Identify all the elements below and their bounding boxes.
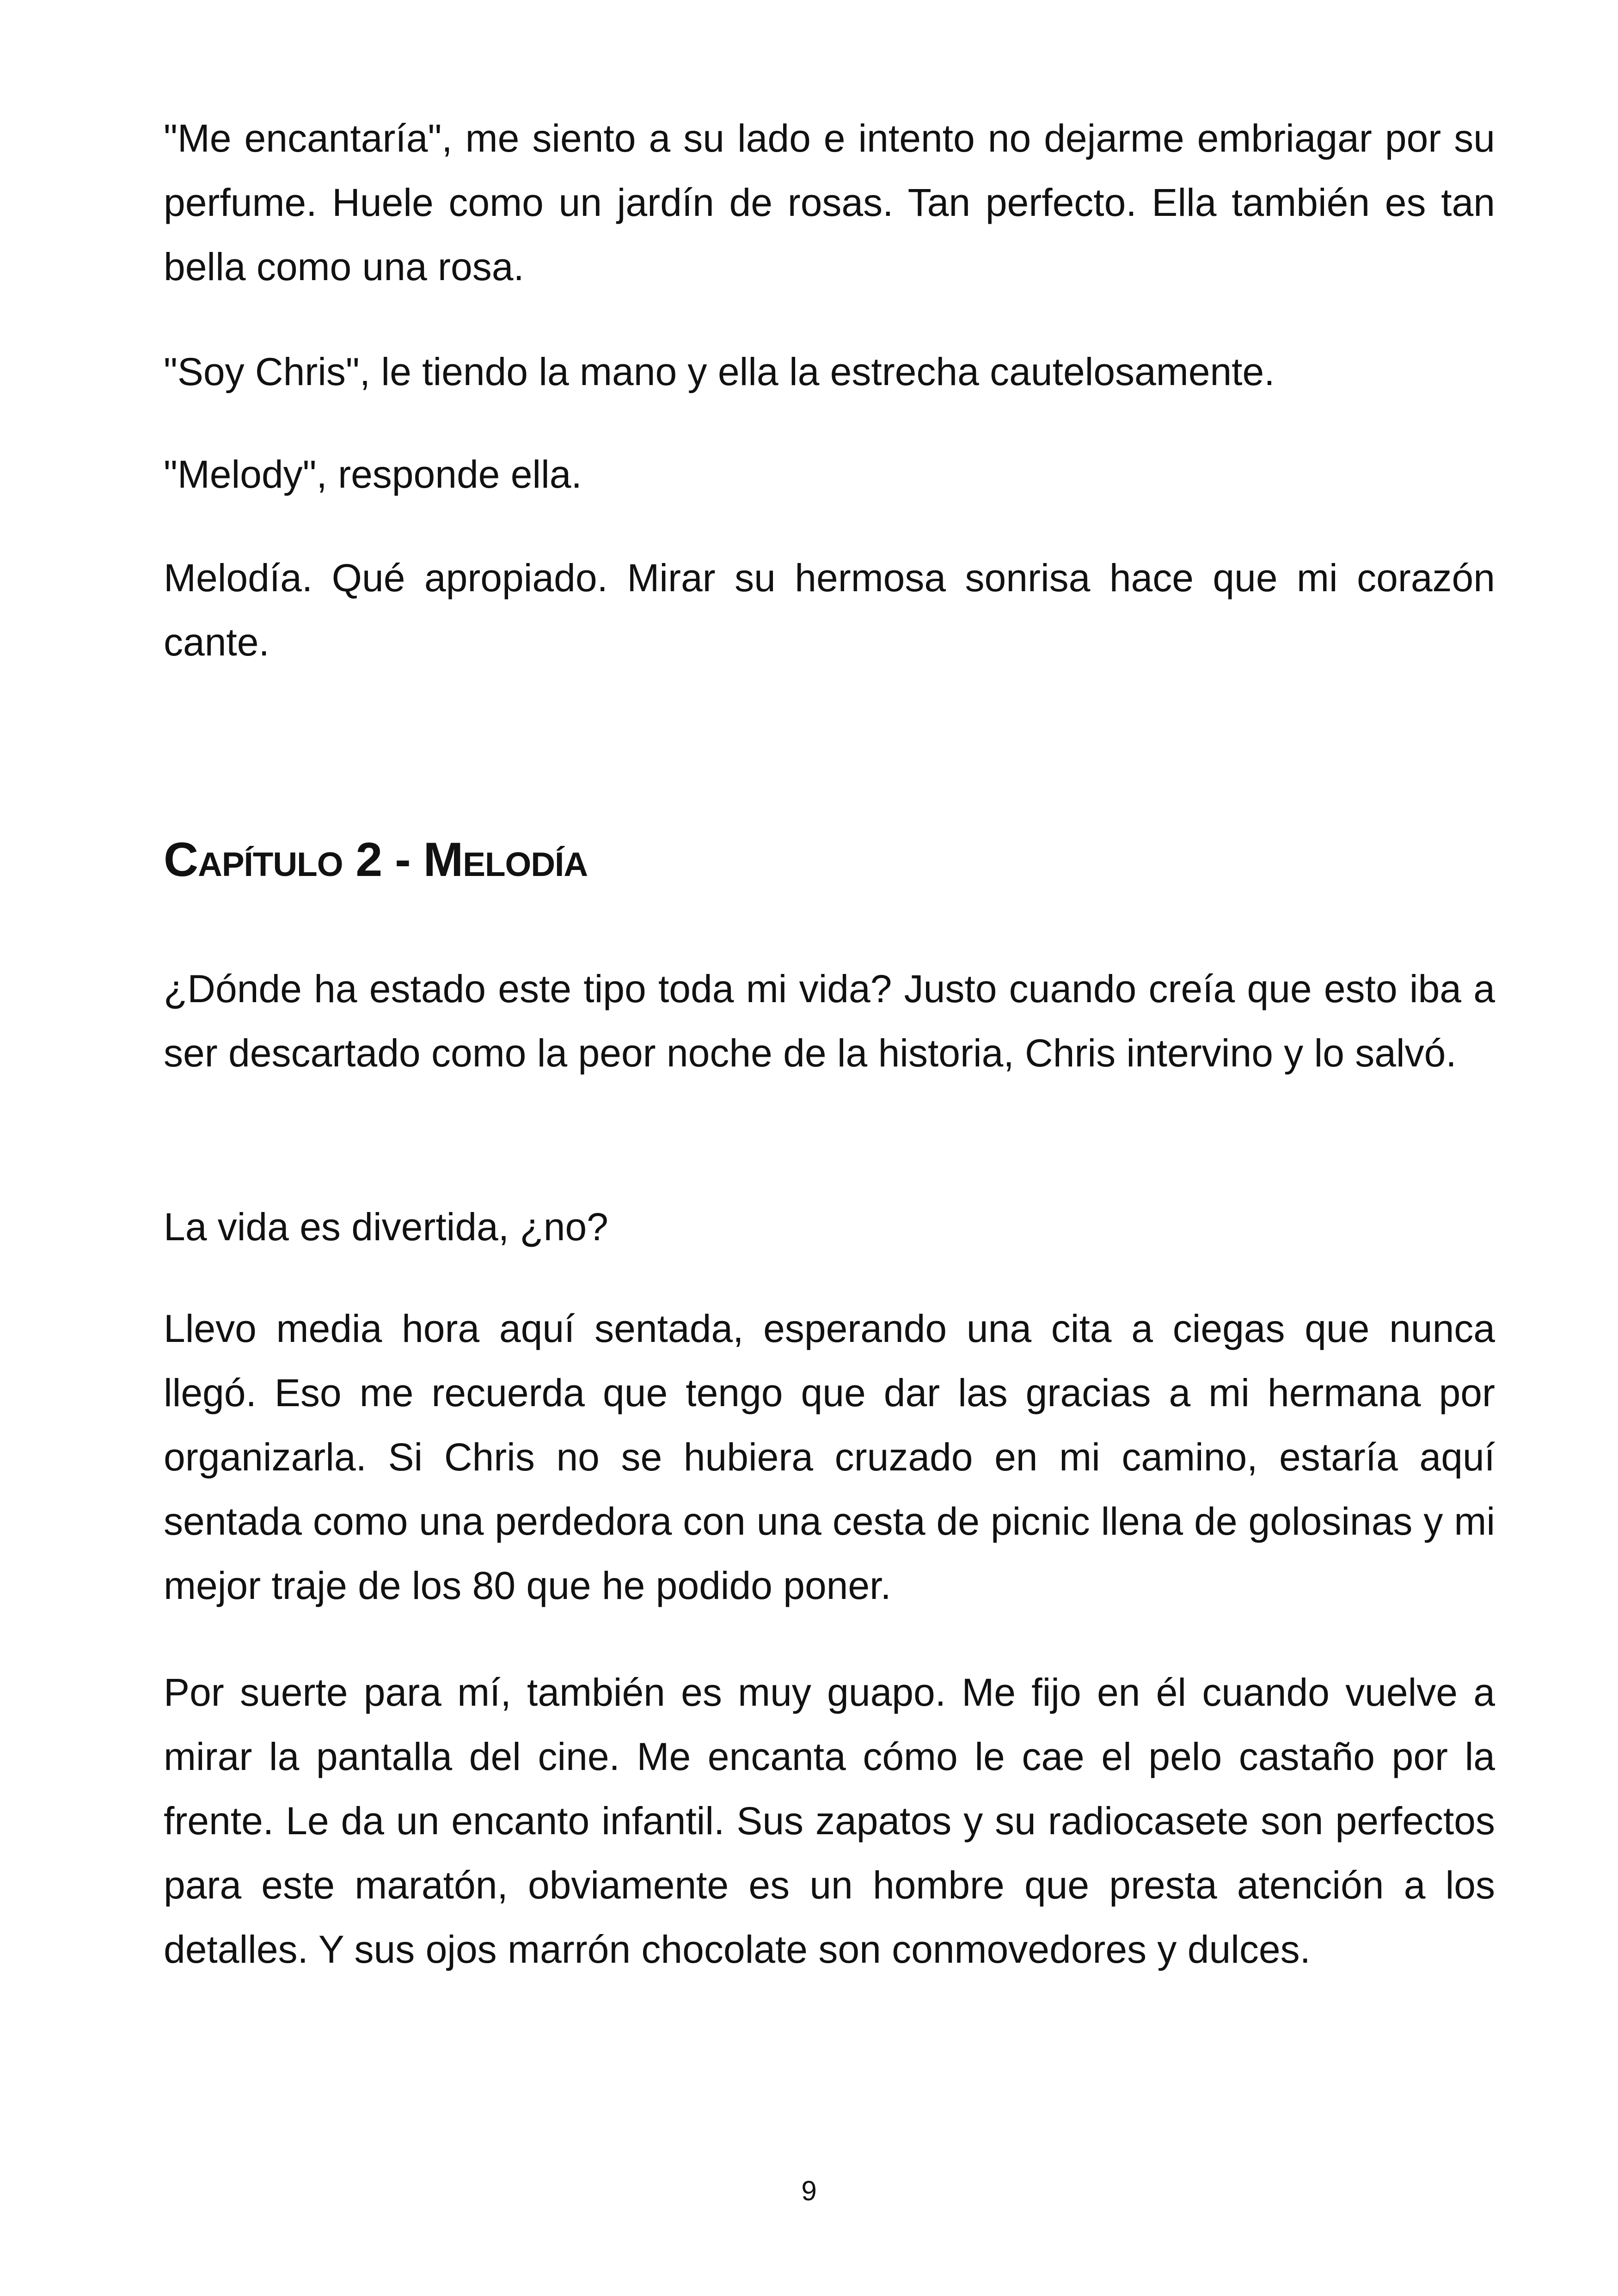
paragraph: Por suerte para mí, también es muy guapo. Me fijo en él cuando vuelve a mirar la pantalla del cine. Me encanta cómo le cae el pelo castaño por la frente. Le da un encanto infantil. Sus zapatos y su radiocasete son perfectos para este maratón, obviamente es un hombre que presta atención a los detalles. Y sus ojos marrón chocolate son conmovedores y dulces. [164, 1671, 1495, 1971]
paragraph: "Me encantaría", me siento a su lado e intento no dejarme embriagar por su perfume. Huele como un jardín de rosas. Tan perfecto. Ella también es tan bella como una rosa. [164, 116, 1495, 288]
paragraph: "Soy Chris", le tiendo la mano y ella la estrecha cautelosamente. [164, 350, 1275, 393]
paragraph: "Melody", responde ella. [164, 453, 582, 496]
chapter-heading: Capítulo 2 - Melodía [164, 833, 588, 887]
page-number: 9 [801, 2175, 817, 2206]
paragraph: ¿Dónde ha estado este tipo toda mi vida? Justo cuando creía que esto iba a ser descartado como la peor noche de la historia, Chris intervino y lo salvó. [164, 967, 1495, 1075]
paragraph: Melodía. Qué apropiado. Mirar su hermosa sonrisa hace que mi corazón cante. [164, 556, 1495, 664]
paragraph: Llevo media hora aquí sentada, esperando una cita a ciegas que nunca llegó. Eso me recuerda que tengo que dar las gracias a mi hermana por organizarla. Si Chris no se hubiera cruzado en mi camino, estaría aquí sentada como una perdedora con una cesta de picnic llena de golosinas y mi mejor traje de los 80 que he podido poner. [164, 1307, 1495, 1607]
paragraph: La vida es divertida, ¿no? [164, 1205, 608, 1249]
